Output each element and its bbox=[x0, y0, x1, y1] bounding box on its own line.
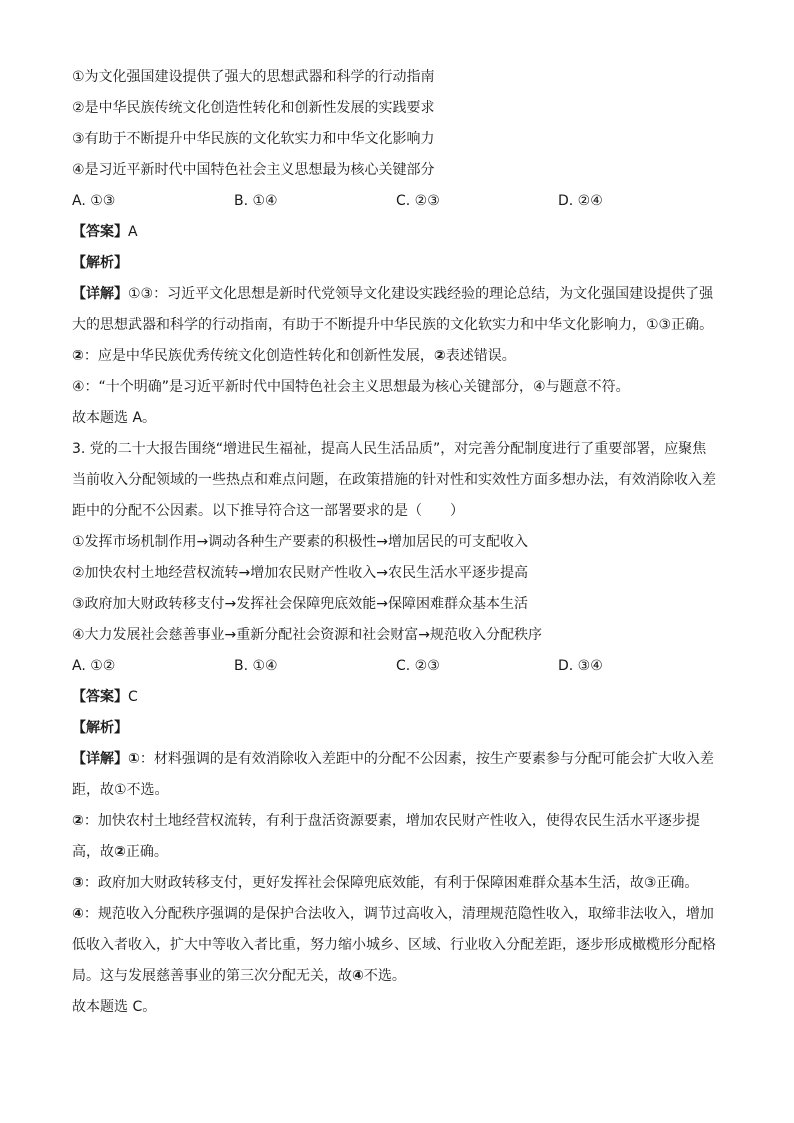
q2-detail-line-2: 大的思想武器和科学的行动指南，有助于不断提升中华民族的文化软实力和中华文化影响力，①③正确。 bbox=[72, 317, 714, 333]
q3-option-b: B. ①④ bbox=[234, 658, 278, 674]
point-mark: ② bbox=[72, 348, 84, 364]
q3-item-1: ①发挥市场机制作用→调动各种生产要素的积极性→增加居民的可支配收入 bbox=[72, 534, 529, 550]
q3-item-2: ②加快农村土地经营权流转→增加农民财产性收入→农民生活水平逐步提高 bbox=[72, 565, 529, 581]
q3-conclusion: 故本题选 C。 bbox=[72, 999, 157, 1015]
point-text-end: 表述错误。 bbox=[445, 348, 516, 364]
q3-detail-p3 bbox=[72, 868, 734, 899]
q3-detail-p4-line-2: 低收入者收入，扩大中等收入者比重，努力缩小城乡、区域、行业收入分配差距，逐步形成橄榄形分配格 bbox=[72, 937, 716, 953]
q3-option-d: D. ③④ bbox=[558, 658, 603, 674]
q2-option-d: D. ②④ bbox=[558, 193, 603, 209]
q2-point-2 bbox=[72, 341, 734, 372]
detail-text: ①③：习近平文化思想是新时代党领导文化建设实践经验的理论总结，为文化强国建设提供了强 bbox=[128, 286, 714, 302]
q3-option-a: A. ①② bbox=[72, 658, 116, 674]
q3-option-c: C. ②③ bbox=[396, 658, 440, 674]
point-text: ：应是中华民族优秀传统文化创造性转化和创新性发展， bbox=[83, 348, 434, 364]
q3-analysis bbox=[72, 713, 734, 744]
q2-conclusion: 故本题选 A。 bbox=[72, 410, 157, 426]
q3-detail-p1-line-2: 距，故①不选。 bbox=[72, 782, 169, 798]
q3-item-3: ③政府加大财政转移支付→发挥社会保障兜底效能→保障困难群众基本生活 bbox=[72, 596, 529, 612]
q2-item-2: ②是中华民族传统文化创造性转化和创新性发展的实践要求 bbox=[72, 100, 435, 116]
point-mark-inline: ② bbox=[114, 844, 126, 860]
analysis-tag: 【解析】 bbox=[72, 720, 128, 736]
point-mark: ③ bbox=[72, 875, 84, 891]
point-text-end: 不选。 bbox=[363, 968, 406, 984]
q2-item-4: ④是习近平新时代中国特色社会主义思想最为核心关键部分 bbox=[72, 162, 435, 178]
answer-tag: 【答案】 bbox=[72, 224, 128, 240]
point-mark-inline: ④ bbox=[352, 968, 364, 984]
q2-point-4: ④：“十个明确”是习近平新时代中国特色社会主义思想最为核心关键部分，④与题意不符。 bbox=[72, 379, 630, 395]
answer-value: A bbox=[128, 224, 138, 240]
point-mark: ① bbox=[128, 751, 140, 767]
q2-answer bbox=[72, 217, 734, 248]
point-text: ：材料强调的是有效消除收入差距中的分配不公因素，按生产要素参与分配可能会扩大收入差 bbox=[139, 751, 714, 767]
point-text: 局。这与发展慈善事业的第三次分配无关，故 bbox=[72, 968, 352, 984]
q3-item-4: ④大力发展社会慈善事业→重新分配社会资源和社会财富→规范收入分配秩序 bbox=[72, 627, 543, 643]
point-mark: ④ bbox=[72, 906, 84, 922]
point-mark: ② bbox=[72, 813, 84, 829]
q2-item-3: ③有助于不断提升中华民族的文化软实力和中华文化影响力 bbox=[72, 131, 435, 147]
q2-item-1: ①为文化强国建设提供了强大的思想武器和科学的行动指南 bbox=[72, 69, 435, 85]
q3-stem-line-3: 距中的分配不公因素。以下推导符合这一部署要求的是（ ） bbox=[72, 503, 464, 519]
q3-detail-p1-line-1 bbox=[72, 744, 734, 775]
analysis-tag: 【解析】 bbox=[72, 255, 128, 271]
q3-detail-p4-line-1 bbox=[72, 899, 734, 930]
q2-option-b: B. ①④ bbox=[234, 193, 278, 209]
detail-tag: 【详解】 bbox=[72, 751, 128, 767]
q3-detail-p4-line-3 bbox=[72, 961, 734, 992]
q2-options bbox=[72, 186, 734, 217]
answer-value: C bbox=[128, 689, 138, 705]
point-text: ：加快农村土地经营权流转，有利于盘活资源要素，增加农民财产性收入，使得农民生活水平逐步提 bbox=[83, 813, 700, 829]
q3-answer bbox=[72, 682, 734, 713]
detail-tag: 【详解】 bbox=[72, 286, 128, 302]
answer-tag: 【答案】 bbox=[72, 689, 128, 705]
point-text: 高，故 bbox=[72, 844, 114, 860]
q3-stem-line-1: 3. 党的二十大报告围绕“增进民生福祉，提高人民生活品质”，对完善分配制度进行了重要部署，应聚焦 bbox=[72, 441, 707, 457]
q3-options bbox=[72, 651, 734, 682]
q2-detail-line-1 bbox=[72, 279, 734, 310]
q2-analysis bbox=[72, 248, 734, 279]
q3-stem-line-2: 当前收入分配领域的一些热点和难点问题，在政策措施的针对性和实效性方面多想办法，有效消除收入差 bbox=[72, 472, 716, 488]
point-text: ：规范收入分配秩序强调的是保护合法收入，调节过高收入，清理规范隐性收入，取缔非法收入，增加 bbox=[83, 906, 714, 922]
q2-option-c: C. ②③ bbox=[396, 193, 440, 209]
point-text: ：政府加大财政转移支付，更好发挥社会保障兜底效能，有利于保障困难群众基本生活，故③正确。 bbox=[83, 875, 699, 891]
point-text-end: 正确。 bbox=[125, 844, 168, 860]
q3-detail-p2-line-2 bbox=[72, 837, 734, 868]
q3-detail-p2-line-1 bbox=[72, 806, 734, 837]
point-mark-inline: ② bbox=[433, 348, 446, 364]
q2-option-a: A. ①③ bbox=[72, 193, 116, 209]
